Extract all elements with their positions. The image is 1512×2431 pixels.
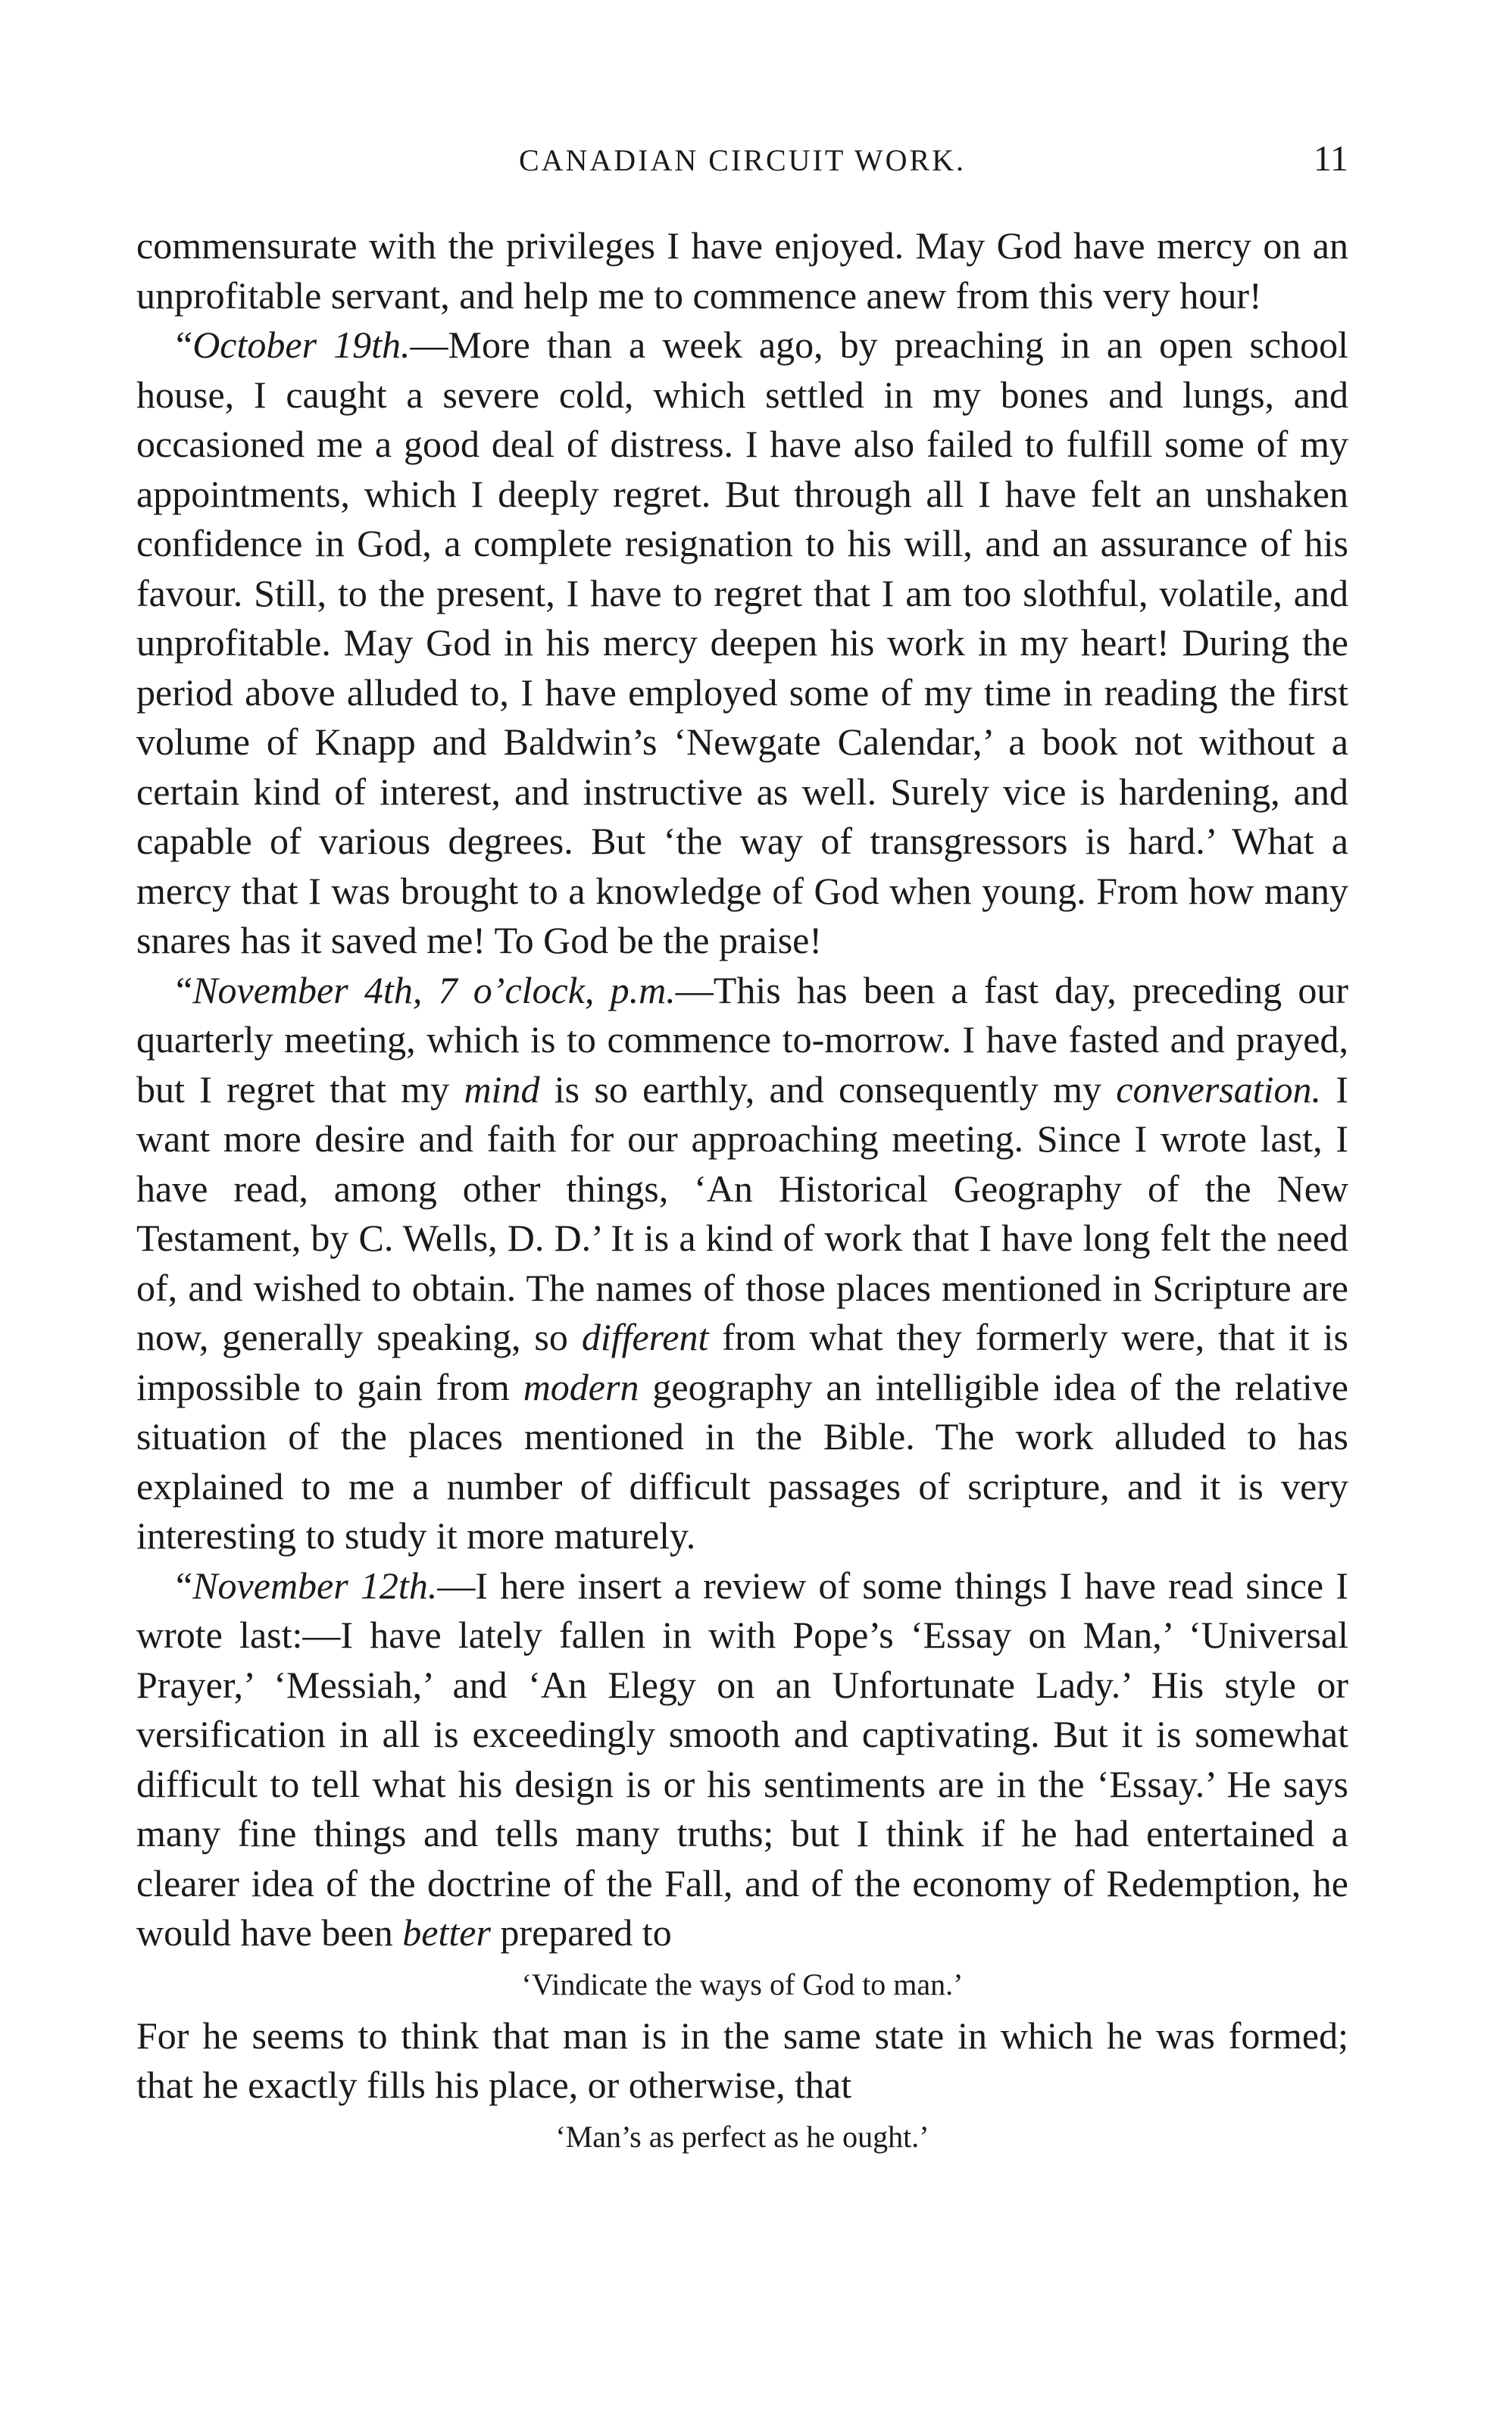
emphasis-modern: modern (523, 1365, 639, 1408)
entry-date: November 12th. (192, 1564, 438, 1607)
body-text (136, 221, 1348, 2164)
entry-text: is so earthly, and consequently my (539, 1067, 1117, 1111)
page-header (136, 139, 1348, 191)
entry-text: —This has been a fast day, preceding our quarterly meeting, which is to commence to-morrow. I have fasted and prayed, but I regret that my (136, 968, 1348, 1111)
entry-text: from what they formerly were, that it is impossible to gain from (136, 1316, 1348, 1408)
verse-quote-vindicate: ‘Vindicate the ways of God to man.’ (521, 1967, 964, 2001)
emphasis-better: better (402, 1911, 491, 1954)
entry-text: —I here insert a review of some things I have read since I wrote last:—I have lately fallen in with Pope’s ‘Essay on Man,’ ‘Universal Prayer,’ ‘Messiah,’ and ‘An Elegy on an Unfortunate Lady.’ His style or versification in all is exceedingly smooth and captivating. But it is somewhat difficult to tell what his design is or his sentiments are in the ‘Essay.’ He says many fine things and tells many truths; but I think if he had entertained a clearer idea of the doctrine of the Fall, and of the economy of Redemption, he would have been (136, 1564, 1348, 1954)
entry-text: —More than a week ago, by preaching in an open school house, I caught a severe cold, which settled in my bones and lungs, and occasioned me a good deal of distress. I have also failed to fulfill some of my appointments, which I deeply regret. But through all I have felt an unshaken confidence in God, a complete resignation to his will, and an assurance of his favour. Still, to the present, I have to regret that I am too slothful, volatile, and unprofitable. May God in his mercy deepen his work in my heart! During the period above alluded to, I have employed some of my time in reading the first volume of Knapp and Baldwin’s ‘Newgate Calendar,’ a book not without a certain kind of interest, and instructive as well. Surely vice is hardening, and capable of various degrees. But ‘the way of transgressors is hard.’ What a mercy that I was brought to a knowledge of God when young. From how many snares has it saved me! To God be the praise! (136, 323, 1348, 961)
paragraph-for-he-seems: For he seems to think that man is in the same state in which he was formed; that he exactly fills his place, or otherwise, that (136, 2014, 1348, 2106)
open-quote: “ (176, 323, 193, 366)
open-quote: “ (176, 1564, 193, 1607)
emphasis-different: different (581, 1316, 709, 1358)
page-number: 11 (1313, 139, 1348, 179)
entry-text: prepared to (490, 1911, 672, 1954)
emphasis-conversation: conversation. (1116, 1067, 1322, 1111)
open-quote: “ (176, 968, 193, 1011)
emphasis-mind: mind (464, 1067, 540, 1111)
verse-quote-perfect: ‘Man’s as perfect as he ought.’ (555, 2119, 929, 2154)
paragraph-continuation: commensurate with the privileges I have enjoyed. May God have mercy on an unprofitable servant, and help me to commence anew from this very hour! (136, 224, 1348, 317)
paragraph-november-12 (136, 1561, 1348, 1958)
entry-text: geography an intelligible idea of the relative situation of the places mentioned in the Bible. The work alluded to has explained to me a number of difficult passages of scripture, and it is very interesting to study it more maturely. (136, 1365, 1348, 1557)
entry-text: I want more desire and faith for our approaching meeting. Since I wrote last, I have read, among other things, ‘An Historical Geography of the New Testament, by C. Wells, D. D.’ It is a kind of work that I have long felt the need of, and wished to obtain. The names of those places mentioned in Scripture are now, generally speaking, so (136, 1067, 1349, 1358)
entry-date: October 19th. (192, 323, 411, 366)
paragraph-october-19 (136, 320, 1348, 966)
paragraph-november-4 (136, 966, 1348, 1561)
entry-date: November 4th, 7 o’clock, p.m. (192, 968, 676, 1011)
running-head: CANADIAN CIRCUIT WORK. (518, 143, 967, 177)
